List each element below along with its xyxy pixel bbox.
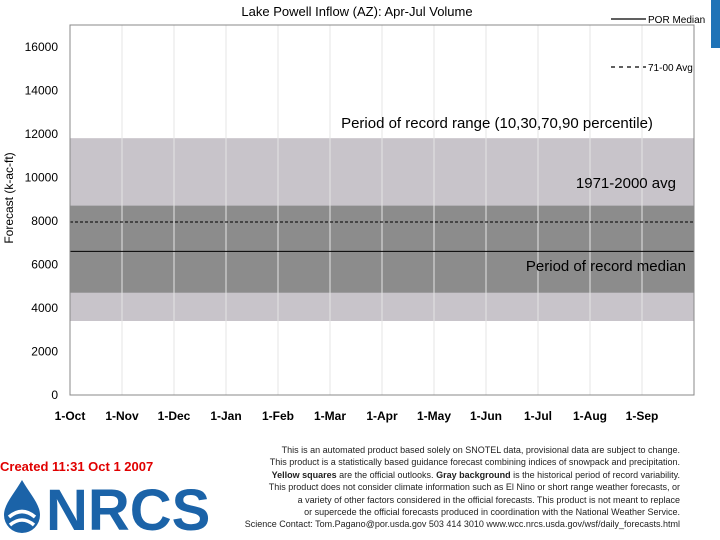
note-line: or supercede the official forecasts produced in coordination with the National Weather Service. [304,507,680,518]
disclaimer-notes [198,444,680,531]
y-tick-label: 8000 [31,213,58,228]
y-axis-label: Forecast (k-ac-ft) [2,152,16,244]
note-line: Yellow squares are the official outlooks. Gray background is the historical period of record variability. [271,469,680,480]
note-line: This product does not consider climate information such as El Nino or short range weather forecasts, or [268,482,680,493]
x-tick-label: 1-Nov [105,409,139,423]
chart-title: Lake Powell Inflow (AZ): Apr-Jul Volume [241,4,473,19]
legend-label: 71-00 Avg [648,63,693,74]
x-tick-label: 1-Dec [157,409,191,423]
y-tick-label: 6000 [31,257,58,272]
x-tick-label: 1-Oct [54,409,86,423]
note-line: a variety of other factors considered in the official forecasts. This product is not meant to replace [297,494,680,505]
x-tick-label: 1-Jan [210,409,242,423]
logo-text: NRCS [46,478,211,540]
y-tick-label: 12000 [24,126,58,141]
note-line: Science Contact: Tom.Pagano@por.usda.gov 503 414 3010 www.wcc.nrcs.usda.gov/wsf/daily_forecasts.html [244,519,680,530]
note-line: This is an automated product based solely on SNOTEL data, provisional data are subject to change. [281,445,680,455]
x-tick-label: 1-Jun [469,409,503,423]
water-drop-icon [4,480,40,533]
chart-annotation: 1971-2000 avg [575,175,676,193]
y-tick-label: 10000 [24,170,58,185]
x-tick-label: 1-Jul [523,409,553,423]
note-line: This product is a statistically based guidance forecast combining indices of snowpack and precipitation. [269,457,680,468]
y-tick-label: 4000 [31,300,58,315]
x-tick-label: 1-Apr [366,409,398,423]
created-timestamp: Created 11:31 Oct 1 2007 [0,459,154,474]
legend-label: POR Median [648,15,706,26]
y-tick-label: 2000 [31,344,58,359]
corner-mark [711,0,720,48]
x-tick-label: 1-May [416,409,452,423]
y-tick-label: 16000 [24,39,58,54]
x-tick-label: 1-Mar [313,409,347,423]
chart-annotation: Period of record range (10,30,70,90 percentile) [341,115,653,133]
chart-annotation: Period of record median [525,257,686,275]
y-tick-label: 14000 [24,83,58,98]
y-tick-label: 0 [51,388,58,402]
nrcs-logo [0,476,211,540]
x-tick-label: 1-Sep [625,409,659,423]
x-tick-label: 1-Aug [573,409,607,423]
x-tick-label: 1-Feb [261,409,295,423]
